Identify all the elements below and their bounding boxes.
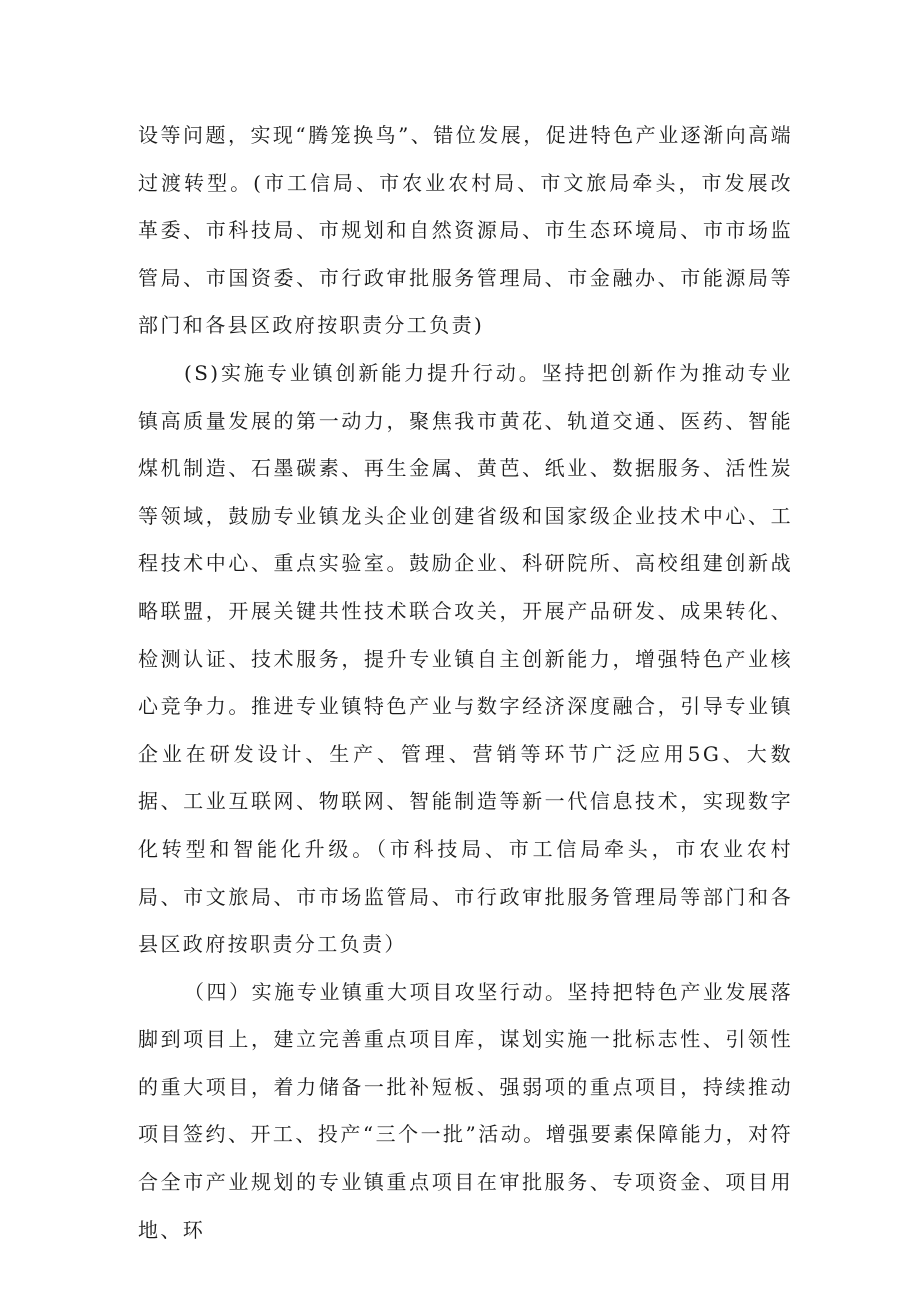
paragraph-innovation-action: (S)实施专业镇创新能力提升行动。坚持把创新作为推动专业镇高质量发展的第一动力，聚焦我市黄花、轨道交通、医药、智能煤机制造、石墨碳素、再生金属、黄芭、纸业、数据服务、活性炭等领域，鼓励专业镇龙头企业创建省级和国家级企业技术中心、工程技术中心、重点实验室。鼓励企业、科研院所、高校组建创新战略联盟，开展关键共性技术联合攻关，开展产品研发、成果转化、检测认证、技术服务，提升专业镇自主创新能力，增强特色产业核心竞争力。推进专业镇特色产业与数字经济深度融合，引导专业镇企业在研发设计、生产、管理、营销等环节广泛应用5G、大数据、工业互联网、物联网、智能制造等新一代信息技术，实现数字化转型和智能化升级。（市科技局、市工信局牵头，市农业农村局、市文旅局、市市场监管局、市行政审批服务管理局等部门和各县区政府按职责分工负责）	[138, 360, 793, 957]
paragraph-continuation: 设等问题，实现“腾笼换鸟”、错位发展，促进特色产业逐渐向高端过渡转型。(市工信局、市农业农村局、市文旅局牵头，市发展改革委、市科技局、市规划和自然资源局、市生态环境局、市市场监管局、市国资委、市行政审批服务管理局、市金融办、市能源局等部门和各县区政府按职责分工负责)	[138, 123, 793, 338]
document-body	[138, 112, 793, 1254]
paragraph-major-projects-action: （四）实施专业镇重大项目攻坚行动。坚持把特色产业发展落脚到项目上，建立完善重点项目库，谋划实施一批标志性、引领性的重大项目，着力储备一批补短板、强弱项的重点项目，持续推动项目签约、开工、投产“三个一批”活动。增强要素保障能力，对符合全市产业规划的专业镇重点项目在审批服务、专项资金、项目用地、环	[138, 979, 793, 1242]
